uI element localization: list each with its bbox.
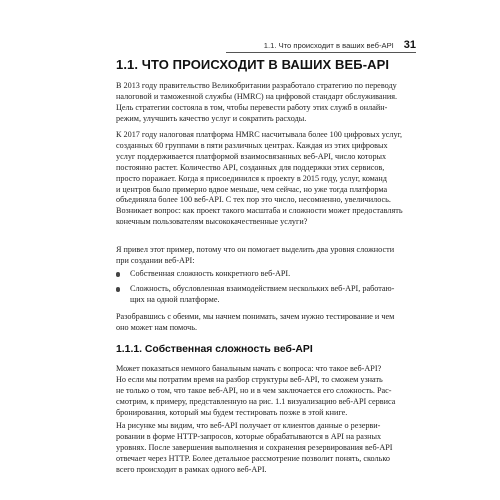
header-rule (226, 52, 416, 53)
text-line: постоянно растет. Количество API, созданных для поддержки этих сервисов, (116, 162, 385, 172)
text-line: Разобравшись с обеими, мы начнем понимать, зачем нужно тестирование и чем (116, 312, 395, 321)
text-line: На рисунке мы видим, что веб-API получает от клиентов данные о резерви- (116, 421, 381, 430)
text-line: К 2017 году налоговая платформа HMRC насчитывала более 100 цифровых услуг, (116, 130, 403, 139)
text-line: объединяла более 100 веб-API. С тех пор это число, несомненно, увеличилось. (116, 195, 391, 205)
text-line: и центров было примерно вдвое меньше, чем сейчас, но уже тогда платформа (116, 184, 388, 194)
text-line: оно может нам помочь. (116, 322, 198, 332)
paragraph-6 (116, 421, 393, 476)
text-line: просто поражает. Когда я присоединился к проекту в 2015 году, услуг, команд (116, 173, 387, 183)
text-line: Может показаться немного банальным начать с вопроса: что такое веб-API? (116, 364, 382, 373)
text-line: услуг поддерживается платформой взаимосвязанных веб-API, число которых (116, 151, 387, 161)
text-line: отвечает через HTTP. Более детальное рассмотрение позволит понять, сколько (116, 453, 390, 463)
bullet-icon (116, 287, 120, 291)
text-line: щих на одной платформе. (130, 294, 220, 304)
text-line: Я привел этот пример, потому что он помогает выделить два уровня сложности (116, 245, 395, 254)
text-line: бронирования, который мы будем тестировать позже в этой книге. (116, 407, 348, 417)
paragraph-2 (116, 130, 403, 228)
text-line: смотрим, к примеру, представленную на рис. 1.1 визуализацию веб-API сервиса (116, 396, 396, 406)
text-line: Цель стратегии состояла в том, чтобы перевести работу этих служб в онлайн- (116, 102, 388, 112)
text-line: ровании в форме HTTP-запросов, которые обрабатываются в API на разных (116, 431, 382, 441)
text-line: Возникает вопрос: как проект такого масштаба и сложности может предоставлять (116, 206, 403, 216)
text-line: конечным пользователям высококачественные услуги? (116, 217, 308, 227)
text-line: при создании веб-API: (116, 255, 195, 265)
text-line: Собственная сложность конкретного веб-API. (130, 269, 291, 278)
section-heading: 1.1. ЧТО ПРОИСХОДИТ В ВАШИХ ВЕБ-API (116, 57, 390, 72)
text-line: Но если мы потратим время на разбор структуры веб-API, то сможем узнать (116, 374, 383, 384)
text-line: не только о том, что такое веб-API, но и в чем заключается его сложность. Рас- (116, 385, 392, 395)
page-number: 31 (403, 39, 416, 51)
paragraph-3 (116, 245, 395, 267)
text-line: всего происходит в рамках одного веб-API. (116, 464, 267, 474)
running-head-title: 1.1. Что происходит в ваших веб-API (263, 40, 394, 50)
bullet-icon (116, 272, 120, 276)
text-line: созданных 60 группами в пяти различных центрах. Каждая из этих цифровых (116, 140, 388, 150)
running-head (226, 38, 416, 52)
bullet-text-2 (130, 284, 394, 306)
paragraph-5 (116, 364, 396, 419)
text-line: Сложность, обусловленная взаимодействием нескольких веб-API, работаю- (130, 284, 395, 293)
paragraph-1 (116, 81, 398, 125)
bullet-text-1 (130, 269, 290, 280)
paragraph-4 (116, 312, 395, 334)
text-line: уровнях. После завершения выполнения и сохранения резервирования веб-API (116, 442, 393, 452)
text-line: В 2013 году правительство Великобритании разработало стратегию по переводу (116, 81, 397, 90)
text-line: налоговой и таможенной службы (HMRC) на цифровой стандарт обслуживания. (116, 91, 398, 101)
subsection-heading: 1.1.1. Собственная сложность веб-API (116, 344, 313, 355)
text-line: режим, улучшить качество услуг и сократить расходы. (116, 113, 307, 123)
